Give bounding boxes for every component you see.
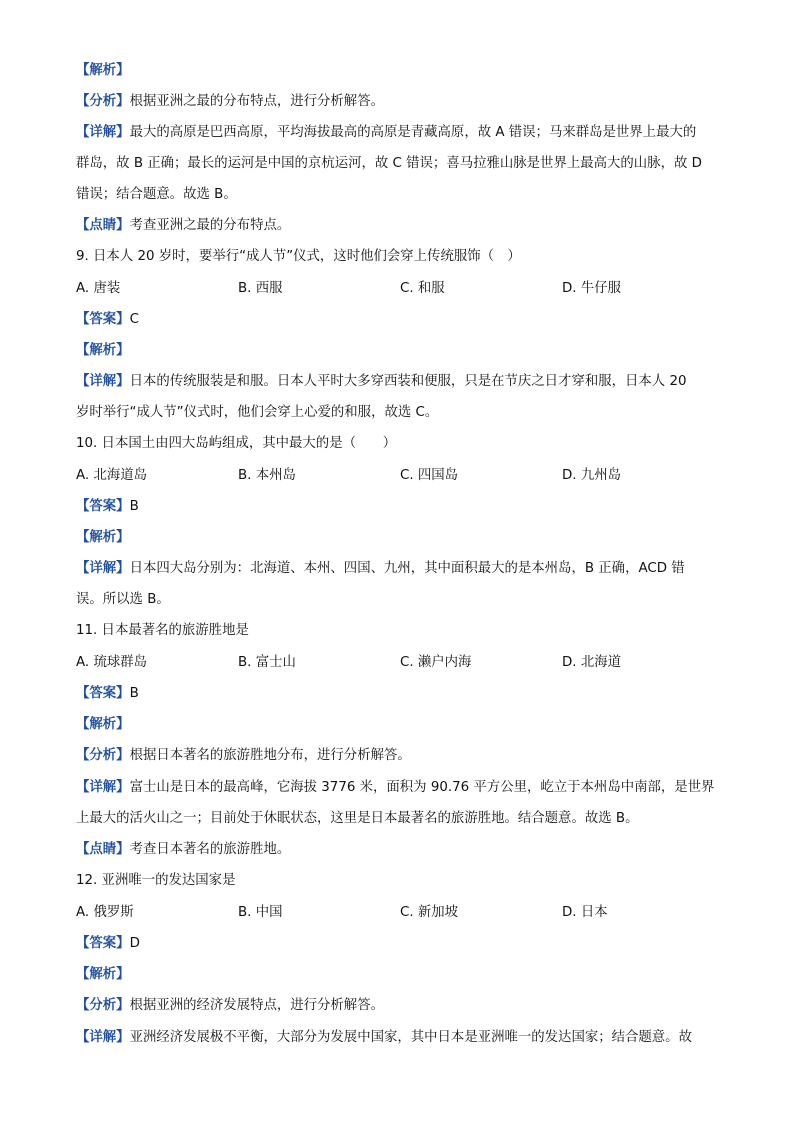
option-b: B. 富士山 [238,655,296,670]
option-d: D. 九州岛 [562,468,621,483]
analysis-line: 【分析】根据日本著名的旅游胜地分布，进行分析解答。 [76,748,411,763]
option-a: A. 琉球群岛 [76,655,147,670]
analysis-line: 【分析】根据亚洲的经济发展特点，进行分析解答。 [76,998,384,1013]
option-b: B. 西服 [238,281,283,296]
answer-line: 【答案】D [76,936,140,951]
explanation-line: 【详解】最大的高原是巴西高原，平均海拔最高的高原是青藏高原，故 A 错误；马来群岛是世界上最大的 [76,125,697,140]
answer-line: 【答案】C [76,312,139,327]
explanation-line: 【详解】日本四大岛分别为：北海道、本州、四国、九州，其中面积最大的是本州岛，B 正确，ACD 错 [76,561,685,576]
explanation-line: 【详解】日本的传统服装是和服。日本人平时大多穿西装和便服，只是在节庆之日才穿和服，日本人 20 [76,374,687,389]
explanation-line: 误。所以选 B。 [76,592,170,607]
analysis-heading: 【解析】 [76,530,130,545]
question-9: 9. 日本人 20 岁时，要举行“成人节”仪式，这时他们会穿上传统服饰（ ） [76,249,521,264]
question-12: 12. 亚洲唯一的发达国家是 [76,873,236,888]
explanation-line: 岁时举行“成人节”仪式时，他们会穿上心爱的和服，故选 C。 [76,405,439,420]
option-d: D. 北海道 [562,655,621,670]
analysis-heading: 【解析】 [76,343,130,358]
explanation-line: 上最大的活火山之一；目前处于休眠状态，这里是日本最著名的旅游胜地。结合题意。故选 B。 [76,811,639,826]
option-d: D. 日本 [562,905,608,920]
explanation-line: 群岛，故 B 正确；最长的运河是中国的京杭运河，故 C 错误；喜马拉雅山脉是世界上最高大的山脉，故 D [76,156,702,171]
explanation-line: 【详解】亚洲经济发展极不平衡，大部分为发展中国家，其中日本是亚洲唯一的发达国家；结合题意。故 [76,1030,692,1045]
analysis-heading: 【解析】 [76,967,130,982]
option-a: A. 北海道岛 [76,468,147,483]
question-11: 11. 日本最著名的旅游胜地是 [76,623,249,638]
analysis-line: 【分析】根据亚洲之最的分布特点，进行分析解答。 [76,94,384,109]
remark-line: 【点睛】考查亚洲之最的分布特点。 [76,218,291,233]
option-a: A. 俄罗斯 [76,905,134,920]
option-c: C. 濑户内海 [400,655,472,670]
explanation-line: 【详解】富士山是日本的最高峰，它海拔 3776 米，面积为 90.76 平方公里，屹立于本州岛中南部，是世界 [76,780,715,795]
option-d: D. 牛仔服 [562,281,621,296]
option-c: C. 和服 [400,281,445,296]
explanation-line: 错误；结合题意。故选 B。 [76,187,237,202]
remark-line: 【点睛】考查日本著名的旅游胜地。 [76,842,291,857]
option-b: B. 本州岛 [238,468,296,483]
analysis-heading: 【解析】 [76,717,130,732]
option-c: C. 新加坡 [400,905,459,920]
answer-line: 【答案】B [76,499,139,514]
analysis-heading: 【解析】 [76,63,130,78]
question-10: 10. 日本国土由四大岛屿组成，其中最大的是（ ） [76,436,397,451]
option-b: B. 中国 [238,905,283,920]
option-a: A. 唐装 [76,281,121,296]
answer-line: 【答案】B [76,686,139,701]
option-c: C. 四国岛 [400,468,459,483]
